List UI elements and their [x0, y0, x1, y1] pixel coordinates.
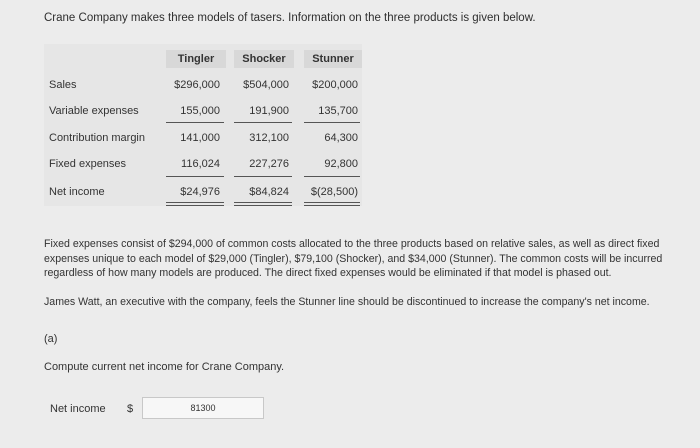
row-label-fixed-expenses: Fixed expenses: [49, 158, 127, 170]
fixed-expenses-stunner: 92,800: [324, 158, 358, 170]
executive-opinion-text: James Watt, an executive with the company, feels the Stunner line should be discontinued to increase the company's net income.: [44, 296, 650, 308]
sales-stunner: $200,000: [312, 79, 358, 91]
subtotal-line: [304, 176, 360, 177]
paragraph-line: expenses unique to each model of $29,000 (Tingler), $79,100 (Shocker), and $34,000 (Stunner). The common costs will be incurred: [44, 252, 663, 265]
contribution-margin-tingler: 141,000: [180, 132, 220, 144]
net-income-answer-label: Net income: [50, 403, 106, 415]
subtotal-line: [304, 122, 360, 123]
subtotal-line: [234, 176, 292, 177]
total-double-line: [304, 202, 360, 206]
fixed-expenses-tingler: 116,024: [181, 158, 220, 170]
sales-shocker: $504,000: [243, 79, 289, 91]
total-double-line: [234, 202, 292, 206]
fixed-expenses-shocker: 227,276: [249, 158, 289, 170]
variable-expenses-shocker: 191,900: [249, 105, 289, 117]
row-label-net-income: Net income: [49, 186, 105, 198]
subtotal-line: [234, 122, 292, 123]
contribution-margin-shocker: 312,100: [249, 132, 289, 144]
variable-expenses-stunner: 135,700: [318, 105, 358, 117]
variable-expenses-tingler: 155,000: [180, 105, 220, 117]
fixed-expenses-description: [44, 237, 674, 281]
column-header-stunner: Stunner: [304, 50, 362, 68]
row-label-contribution-margin: Contribution margin: [49, 132, 145, 144]
intro-text: Crane Company makes three models of tasers. Information on the three products is given below.: [44, 12, 536, 24]
column-header-shocker: Shocker: [234, 50, 294, 68]
net-income-stunner: $(28,500): [310, 186, 358, 198]
net-income-tingler: $24,976: [180, 186, 220, 198]
subtotal-line: [166, 176, 224, 177]
subtotal-line: [166, 122, 224, 123]
column-header-tingler: Tingler: [166, 50, 226, 68]
total-double-line: [166, 202, 224, 206]
part-label: (a): [44, 333, 58, 345]
net-income-input[interactable]: 81300: [142, 397, 264, 419]
net-income-shocker: $84,824: [249, 186, 289, 198]
contribution-margin-stunner: 64,300: [324, 132, 358, 144]
row-label-variable-expenses: Variable expenses: [49, 105, 139, 117]
sales-tingler: $296,000: [174, 79, 220, 91]
paragraph-line: regardless of how many models are produced. The direct fixed expenses would be eliminated if that model is phased out.: [44, 267, 612, 279]
question-text: Compute current net income for Crane Company.: [44, 361, 285, 373]
row-label-sales: Sales: [49, 79, 77, 91]
paragraph-line: Fixed expenses consist of $294,000 of common costs allocated to the three products based on relative sales, as well as direct fixed: [44, 238, 660, 250]
currency-symbol: $: [127, 403, 134, 415]
product-table: [44, 44, 362, 206]
